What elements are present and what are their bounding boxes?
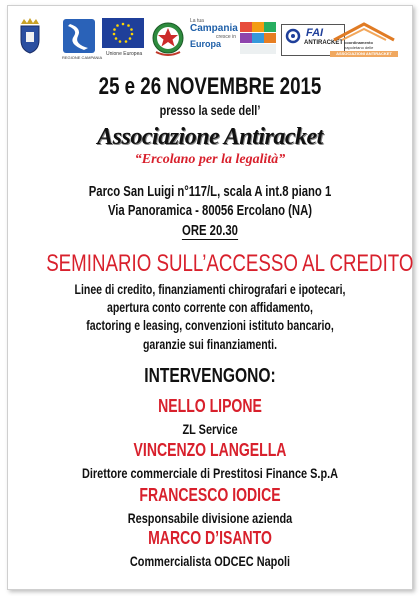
italian-republic-emblem-logo	[150, 18, 186, 58]
description-line: garanzie sui finanziamenti.	[142, 336, 277, 352]
regione-campania-caption: REGIONE CAMPANIA	[62, 55, 103, 60]
event-time: ORE 20.30	[182, 223, 238, 239]
seminar-description	[46, 281, 374, 354]
eu-flag-icon	[102, 18, 144, 48]
address-line-2: Via Panoramica - 80056 Ercolano (NA)	[107, 203, 313, 219]
speaker-name: MARCO D’ISANTO	[148, 528, 272, 548]
speaker-role: Responsabile divisione azienda	[127, 510, 293, 526]
fai-antiracket-logo: FAI ANTIRACKET	[281, 24, 345, 56]
association-name: Associazione Antiracket	[97, 124, 323, 150]
seminar-title: SEMINARIO SULL’ACCESSO AL CREDITO	[46, 250, 414, 277]
speaker-role: ZL Service	[182, 421, 238, 437]
description-line: apertura conto corrente con affidamento,	[107, 300, 313, 316]
speaker-role: Direttore commerciale di Prestitosi Finance S.p.A	[81, 465, 339, 481]
speaker-name: NELLO LIPONE	[158, 396, 262, 416]
ercolano-coat-of-arms-logo	[18, 18, 42, 54]
fai-swirl-icon	[285, 28, 301, 44]
european-union-logo	[102, 18, 144, 57]
event-date: 25 e 26 NOVEMBRE 2015	[98, 73, 322, 100]
description-line: factoring e leasing, convenzioni istituto bancario,	[86, 318, 334, 334]
coordinamento-napoletano-logo: coordinamento napoletano delle ASSOCIAZIONI ANTIRACKET	[330, 20, 398, 58]
venue-intro: presso la sede dell’	[159, 102, 261, 118]
speaker-name: VINCENZO LANGELLA	[133, 440, 287, 460]
eu-caption: Unione Europea	[106, 51, 143, 57]
coordinamento-roof-icon	[330, 20, 398, 42]
speaker-name: FRANCESCO IODICE	[139, 485, 281, 505]
sponsor-logos-bar	[18, 18, 398, 66]
campania-cresce-in-europa-logo: La tua Campania cresce in Europa	[190, 18, 238, 49]
regione-campania-emblem-icon	[62, 18, 96, 54]
association-motto: “Ercolano per la legalità”	[134, 152, 286, 167]
colored-grid-logo	[240, 22, 276, 54]
address-line-1: Parco San Luigi n°117/L, scala A int.8 piano 1	[88, 184, 332, 200]
speakers-heading: INTERVENGONO:	[144, 365, 276, 387]
regione-campania-logo	[62, 18, 103, 60]
description-line: Linee di credito, finanziamenti chirografari e ipotecari,	[74, 282, 346, 297]
speaker-role: Commercialista ODCEC Napoli	[129, 553, 291, 569]
